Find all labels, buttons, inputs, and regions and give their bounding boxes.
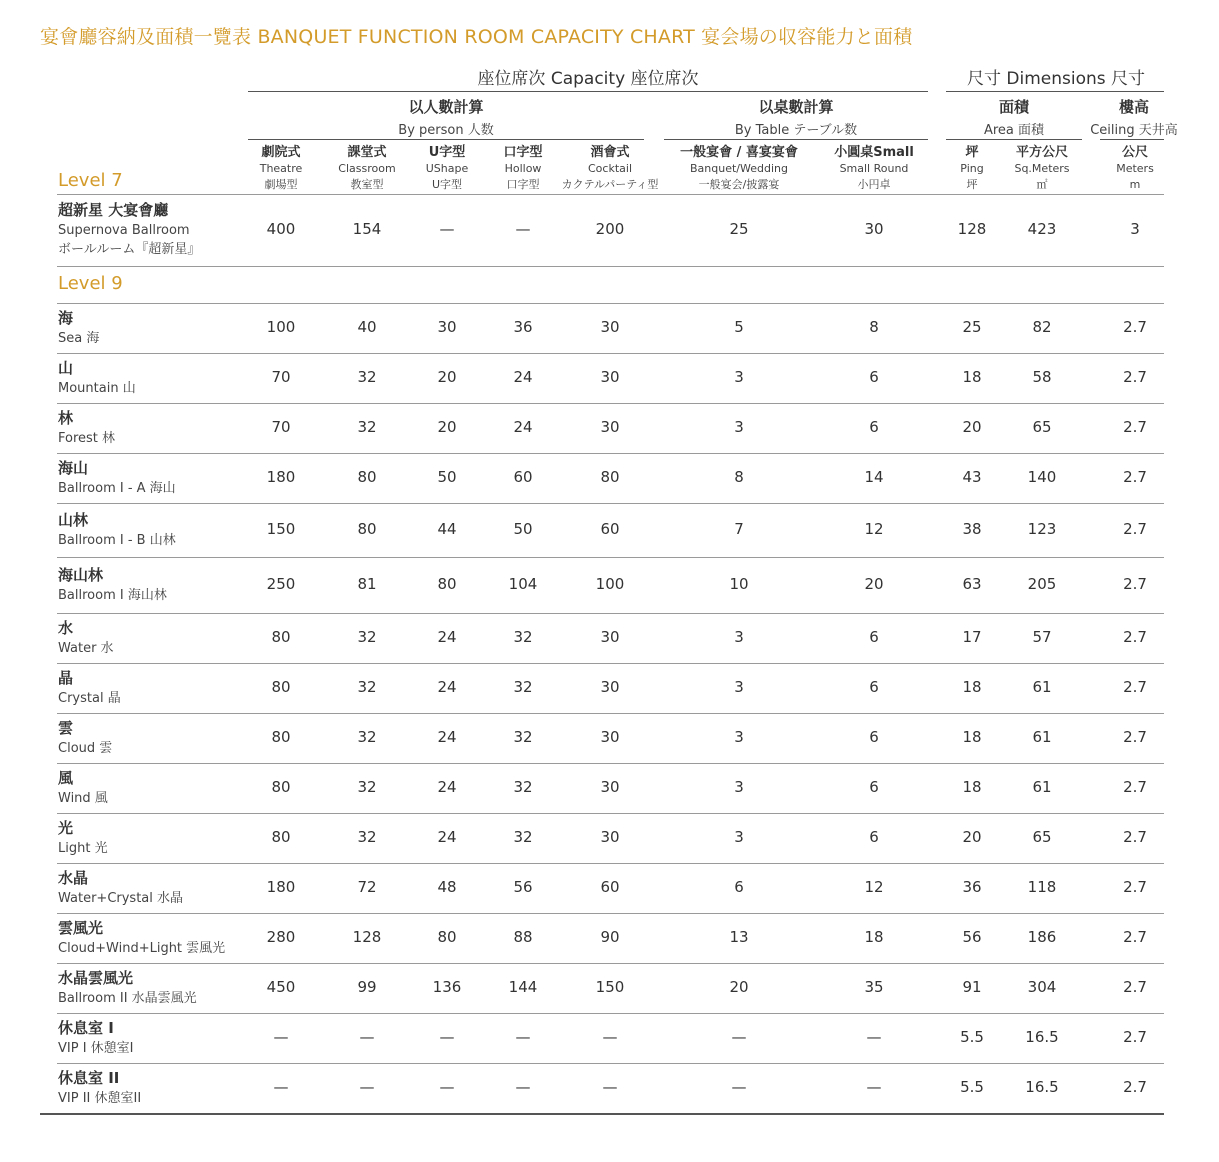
table-cell: 2.7 [1123,828,1147,846]
table-row [0,1063,1219,1113]
room-name [58,668,121,708]
table-cell: 3 [734,628,744,646]
room-name [58,565,167,605]
table-cell: 12 [864,520,884,538]
table-cell: 186 [1027,928,1057,946]
table-cell: 10 [729,575,749,593]
table-cell: 180 [266,878,296,896]
room-name-en: Ballroom I 海山林 [58,588,167,603]
table-cell: 5.5 [960,1028,984,1046]
table-cell: 100 [266,318,296,336]
column-header [550,144,670,193]
table-cell: 118 [1027,878,1057,896]
table-row [0,194,1219,266]
table-row [0,863,1219,913]
table-cell: 14 [864,468,884,486]
table-cell: 30 [600,728,620,746]
table-cell: 25 [729,220,749,238]
room-name [58,618,114,658]
room-name [58,1068,141,1108]
table-cell: 20 [962,828,982,846]
table-cell: 6 [869,628,879,646]
table-cell: 6 [869,728,879,746]
room-name [58,868,183,908]
table-cell: 450 [266,978,296,996]
table-cell: 8 [734,468,744,486]
table-cell: 24 [437,778,457,796]
column-header-jp: 教室型 [350,178,384,191]
table-cell: 140 [1027,468,1057,486]
room-name-cn: 水晶雲風光 [58,969,134,987]
room-name-en: Wind 風 [58,791,108,806]
table-row [0,503,1219,557]
table-cell: 2.7 [1123,468,1147,486]
room-name-en: Water 水 [58,641,114,656]
table-cell: 65 [1032,828,1052,846]
table-cell: 32 [357,418,377,436]
table-cell: 16.5 [1025,1028,1059,1046]
table-cell: 144 [508,978,538,996]
table-cell: 3 [734,418,744,436]
row-divider [57,266,1164,267]
table-row [0,763,1219,813]
table-cell: — [515,220,531,238]
room-name [58,408,115,448]
table-cell: — [515,1078,531,1096]
room-name-en: Supernova Ballroom [58,223,190,238]
table-cell: 423 [1027,220,1057,238]
room-name-en: Crystal 晶 [58,691,121,706]
table-cell: 128 [957,220,987,238]
by-table-rule [664,139,928,140]
table-cell: 3 [734,778,744,796]
table-cell: 3 [1130,220,1140,238]
column-header-en: Banquet/Wedding [690,162,788,175]
column-header-cn: 平方公尺 [1015,145,1068,160]
table-cell: 5.5 [960,1078,984,1096]
table-row [0,613,1219,663]
table-cell: 88 [513,928,533,946]
column-header-jp: m [1129,178,1141,191]
table-cell: 104 [508,575,538,593]
table-cell: 32 [357,828,377,846]
table-row [0,1013,1219,1063]
column-header-cn: 酒會式 [590,145,630,160]
by-table-header [664,96,928,138]
table-cell: 136 [432,978,462,996]
table-row [0,963,1219,1013]
table-cell: 44 [437,520,457,538]
column-header-en: Small Round [839,162,909,175]
column-header-en: Sq.Meters [1014,162,1070,175]
column-header-cn: 坪 [965,145,979,160]
table-cell: 16.5 [1025,1078,1059,1096]
table-cell: 43 [962,468,982,486]
table-cell: 18 [962,678,982,696]
table-cell: 8 [869,318,879,336]
table-cell: 80 [357,520,377,538]
table-cell: 200 [595,220,625,238]
room-name-cn: 海山 [58,459,89,477]
level-heading: Level 7 [58,170,123,191]
column-header-en: Theatre [259,162,303,175]
column-header-jp: 坪 [966,178,978,191]
table-cell: 6 [869,368,879,386]
table-cell: — [273,1078,289,1096]
table-row [0,913,1219,963]
table-cell: 58 [1032,368,1052,386]
table-cell: 18 [962,368,982,386]
dimensions-header: 尺寸 Dimensions 尺寸 [966,69,1146,89]
room-name [58,718,112,758]
table-cell: 150 [595,978,625,996]
table-cell: — [866,1028,882,1046]
table-cell: 128 [352,928,382,946]
table-cell: 2.7 [1123,1078,1147,1096]
table-cell: 250 [266,575,296,593]
table-cell: 2.7 [1123,678,1147,696]
table-cell: 80 [271,678,291,696]
column-header-jp: 小円卓 [857,178,891,191]
table-cell: 80 [271,778,291,796]
table-cell: 5 [734,318,744,336]
room-name-cn: 山 [58,359,74,377]
table-cell: 30 [600,368,620,386]
capacity-header: 座位席次 Capacity 座位席次 [477,69,699,89]
table-cell: — [359,1078,375,1096]
table-cell: 2.7 [1123,368,1147,386]
by-table-cn: 以桌數計算 [758,98,834,116]
room-name-cn: 光 [58,819,74,837]
room-name-cn: 海 [58,309,74,327]
table-cell: 56 [962,928,982,946]
table-cell: — [602,1078,618,1096]
table-cell: 36 [513,318,533,336]
column-header-cn: 小圓桌Small [834,145,914,160]
table-cell: 6 [734,878,744,896]
table-cell: 38 [962,520,982,538]
room-name-jp: ボールルーム『超新星』 [58,242,201,257]
room-name-en: Forest 林 [58,431,116,446]
level-heading: Level 9 [58,273,123,294]
table-cell: 32 [513,778,533,796]
room-name-cn: 晶 [58,669,74,687]
table-cell: 154 [352,220,382,238]
table-cell: 2.7 [1123,728,1147,746]
room-name-cn: 水 [58,619,74,637]
room-name [58,768,108,808]
column-header-jp: カクテルパーティ型 [561,178,659,191]
table-cell: 2.7 [1123,575,1147,593]
column-header-jp: U字型 [431,178,463,191]
table-cell: — [359,1028,375,1046]
by-table-en: By Table テーブル数 [734,123,858,138]
room-name-en: Ballroom I - A 海山 [58,481,176,496]
column-header-en: Hollow [504,162,542,175]
ceiling-header [1084,96,1184,138]
table-cell: 63 [962,575,982,593]
table-cell: 50 [513,520,533,538]
table-cell: 32 [513,678,533,696]
table-cell: 99 [357,978,377,996]
room-name-en: Cloud+Wind+Light 雲風光 [58,941,226,956]
table-cell: 30 [600,778,620,796]
table-cell: 20 [729,978,749,996]
room-name-cn: 超新星 大宴會廳 [58,201,169,219]
table-cell: 100 [595,575,625,593]
room-name [58,458,176,498]
table-row [0,663,1219,713]
table-cell: 70 [271,368,291,386]
table-cell: 32 [357,678,377,696]
table-cell: 2.7 [1123,878,1147,896]
table-cell: — [731,1078,747,1096]
room-name-cn: 林 [58,409,74,427]
table-cell: 2.7 [1123,418,1147,436]
table-cell: 81 [357,575,377,593]
table-cell: 30 [600,318,620,336]
table-row [0,303,1219,353]
table-cell: 60 [600,878,620,896]
table-cell: 91 [962,978,982,996]
column-header-jp: ㎡ [1036,178,1048,191]
room-name-en: Cloud 雲 [58,741,113,756]
table-cell: 2.7 [1123,928,1147,946]
room-name [58,968,197,1008]
room-name [58,1018,134,1058]
table-bottom-rule [40,1113,1164,1115]
room-name-en: Mountain 山 [58,381,136,396]
table-cell: 30 [600,628,620,646]
table-cell: 80 [437,928,457,946]
room-name [58,510,176,550]
room-name-cn: 山林 [58,511,89,529]
table-cell: 32 [357,778,377,796]
room-name-cn: 海山林 [58,566,104,584]
table-cell: — [731,1028,747,1046]
room-name [58,918,225,958]
table-cell: 20 [962,418,982,436]
table-cell: 32 [513,828,533,846]
area-rule [946,139,1082,140]
table-cell: 3 [734,678,744,696]
table-cell: 32 [357,368,377,386]
table-row [0,713,1219,763]
table-cell: 13 [729,928,749,946]
room-name [58,818,108,858]
table-cell: 30 [864,220,884,238]
table-cell: 2.7 [1123,318,1147,336]
table-cell: 24 [437,678,457,696]
room-name-cn: 休息室 II [58,1069,120,1087]
table-cell: 50 [437,468,457,486]
table-cell: 72 [357,878,377,896]
room-name [58,308,99,348]
table-cell: 24 [437,728,457,746]
table-cell: 24 [437,628,457,646]
by-person-rule [248,139,644,140]
room-name-en: Ballroom I - B 山林 [58,533,176,548]
table-cell: 30 [600,828,620,846]
table-cell: 32 [357,728,377,746]
column-header-en: Meters [1116,162,1154,175]
table-cell: 24 [513,368,533,386]
table-cell: 32 [513,628,533,646]
table-cell: 2.7 [1123,778,1147,796]
table-cell: 280 [266,928,296,946]
table-cell: 80 [271,628,291,646]
column-header-en: Cocktail [588,162,632,175]
table-row [0,557,1219,613]
table-cell: 150 [266,520,296,538]
table-cell: 18 [962,778,982,796]
table-cell: 57 [1032,628,1052,646]
dimensions-rule [946,91,1164,92]
table-cell: 205 [1027,575,1057,593]
ceiling-en: Ceiling 天井高 [1090,123,1178,138]
table-cell: — [439,1028,455,1046]
table-cell: 40 [357,318,377,336]
table-cell: 304 [1027,978,1057,996]
table-cell: 6 [869,778,879,796]
column-header [679,144,799,193]
room-name-en: Water+Crystal 水晶 [58,891,184,906]
column-header-en: Classroom [338,162,396,175]
column-header-en: Ping [960,162,984,175]
room-name-cn: 雲風光 [58,919,104,937]
table-cell: 2.7 [1123,978,1147,996]
ceiling-cn: 樓高 [1118,98,1149,116]
table-cell: 6 [869,828,879,846]
table-cell: 25 [962,318,982,336]
room-name-en: VIP I 休憩室I [58,1041,134,1056]
column-header-cn: 劇院式 [261,145,301,160]
table-cell: 48 [437,878,457,896]
room-name-cn: 雲 [58,719,74,737]
table-cell: 61 [1032,728,1052,746]
column-header-cn: 口字型 [503,145,543,160]
table-cell: — [439,220,455,238]
table-cell: 7 [734,520,744,538]
column-header-cn: U字型 [428,145,466,160]
table-cell: 82 [1032,318,1052,336]
table-cell: 3 [734,728,744,746]
table-cell: 6 [869,678,879,696]
table-cell: 90 [600,928,620,946]
table-cell: 60 [513,468,533,486]
table-cell: 20 [437,368,457,386]
table-cell: 61 [1032,778,1052,796]
table-cell: 20 [437,418,457,436]
table-cell: 18 [962,728,982,746]
column-header-cn: 課堂式 [347,145,387,160]
area-header [946,96,1082,138]
table-cell: 32 [357,628,377,646]
by-person-header [248,96,644,138]
page-title: 宴會廳容納及面積一覽表 BANQUET FUNCTION ROOM CAPACITY CHART 宴会場の収容能力と面積 [40,26,913,48]
room-name [58,358,136,398]
table-cell: 17 [962,628,982,646]
table-cell: 3 [734,368,744,386]
capacity-rule [248,91,928,92]
table-cell: — [602,1028,618,1046]
table-cell: 30 [437,318,457,336]
table-cell: 20 [864,575,884,593]
table-cell: 61 [1032,678,1052,696]
table-cell: 80 [600,468,620,486]
room-name-en: Sea 海 [58,331,100,346]
table-cell: 2.7 [1123,1028,1147,1046]
room-name-cn: 休息室 I [58,1019,114,1037]
table-cell: 56 [513,878,533,896]
area-en: Area 面積 [983,123,1045,138]
table-cell: 30 [600,418,620,436]
table-cell: 35 [864,978,884,996]
by-person-en: By person 人数 [398,123,494,138]
table-cell: 60 [600,520,620,538]
ceiling-rule [1100,139,1164,140]
table-cell: 123 [1027,520,1057,538]
table-cell: — [515,1028,531,1046]
table-cell: 6 [869,418,879,436]
table-cell: 3 [734,828,744,846]
area-cn: 面積 [998,98,1029,116]
column-header-jp: 口字型 [506,178,540,191]
room-name-cn: 水晶 [58,869,89,887]
table-row [0,403,1219,453]
table-cell: 2.7 [1123,628,1147,646]
column-header [1075,144,1195,193]
table-cell: 2.7 [1123,520,1147,538]
table-cell: 80 [271,828,291,846]
room-name-cn: 風 [58,769,74,787]
table-cell: 180 [266,468,296,486]
table-cell: — [273,1028,289,1046]
table-cell: 12 [864,878,884,896]
column-header-cn: 一般宴會 / 喜宴宴會 [680,145,798,160]
table-cell: 80 [357,468,377,486]
table-row [0,813,1219,863]
table-cell: 400 [266,220,296,238]
room-name [58,200,200,259]
column-header-cn: 公尺 [1121,145,1148,160]
column-header-jp: 劇場型 [264,178,298,191]
room-name-en: VIP II 休憩室II [58,1091,142,1106]
table-cell: 65 [1032,418,1052,436]
table-cell: 24 [437,828,457,846]
table-cell: 30 [600,678,620,696]
table-cell: 36 [962,878,982,896]
table-cell: 24 [513,418,533,436]
table-row [0,353,1219,403]
table-cell: 70 [271,418,291,436]
table-cell: 80 [271,728,291,746]
table-cell: 32 [513,728,533,746]
room-name-en: Light 光 [58,841,108,856]
by-person-cn: 以人數計算 [408,98,484,116]
table-cell: — [439,1078,455,1096]
table-cell: 80 [437,575,457,593]
column-header-en: UShape [425,162,469,175]
table-cell: — [866,1078,882,1096]
column-header-jp: 一般宴会/披露宴 [698,178,780,191]
room-name-en: Ballroom II 水晶雲風光 [58,991,197,1006]
table-cell: 18 [864,928,884,946]
table-row [0,453,1219,503]
